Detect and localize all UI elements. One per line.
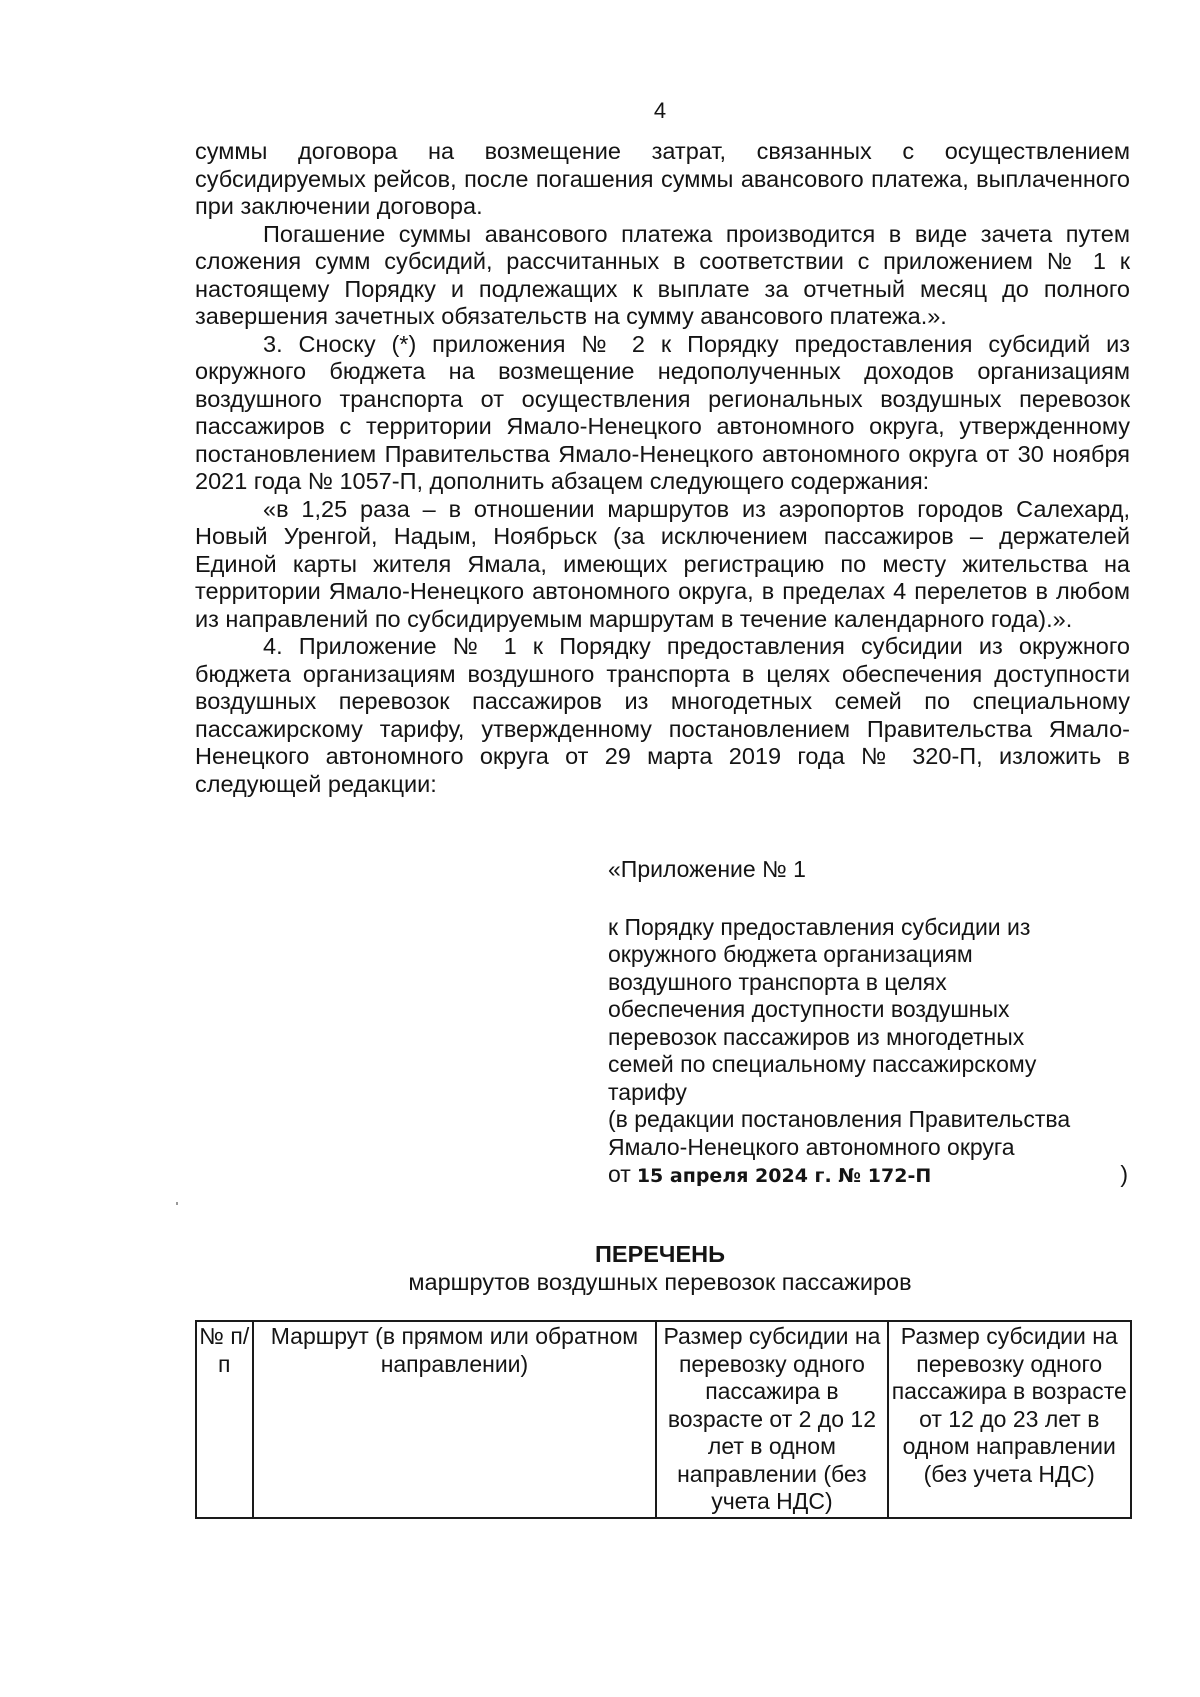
resolution-date-number: 15 апреля 2024 г. № 172-П — [636, 1165, 932, 1187]
paragraph-item-4: 4. Приложение № 1 к Порядку предоставления субсидии из окружного бюджета организациям воздушного транспорта в целях обеспечения доступности воздушных перевозок пассажиров из многодетных семей по специальному пассажирскому тарифу, утвержденному постановлением Правительства Ямало-Ненецкого автономного округа от 29 марта 2019 года № 320-П, изложить в следующей редакции: — [195, 633, 1130, 797]
appendix-line: Ямало-Ненецкого автономного округа — [608, 1133, 1015, 1160]
appendix-line: перевозок пассажиров из многодетных — [608, 1023, 1025, 1050]
list-heading: ПЕРЕЧЕНЬ — [595, 1241, 725, 1267]
page-number: 4 — [653, 98, 667, 123]
closing-paren: ) — [1120, 1161, 1128, 1187]
date-prefix: от — [608, 1161, 631, 1187]
appendix-line: к Порядку предоставления субсидии из — [608, 913, 1031, 940]
header-cell-subsidy-12-23: Размер субсидии на перевозку одного пассажира в возрасте от 12 до 23 лет в одном направлении (без учета НДС) — [888, 1321, 1132, 1518]
appendix-date-line — [608, 1161, 1128, 1191]
list-title-block — [0, 1240, 1200, 1296]
list-subheading: маршрутов воздушных перевозок пассажиров — [408, 1269, 912, 1295]
header-cell-route: Маршрут (в прямом или обратном направлении) — [253, 1321, 657, 1518]
appendix-line: окружного бюджета организациям — [608, 941, 973, 967]
header-cell-subsidy-2-12: Размер субсидии на перевозку одного пассажира в возрасте от 2 до 12 лет в одном направлении (без учета НДС) — [656, 1321, 887, 1518]
scan-speck — [176, 1202, 178, 1205]
appendix-header-block — [608, 856, 1128, 1191]
table-header-row — [196, 1321, 1131, 1518]
paragraph-quoted-amendment: «в 1,25 раза – в отношении маршрутов из аэропортов городов Салехард, Новый Уренгой, Надым, Ноябрьск (за исключением пассажиров – держателей Единой карты жителя Ямала, имеющих регистрацию по месту жительства на территории Ямало-Ненецкого автономного округа, в пределах 4 перелетов в любом из направлений по субсидируемым маршрутам в течение календарного года).». — [195, 495, 1130, 632]
header-cell-number: № п/п — [196, 1321, 253, 1518]
appendix-line: семей по специальному пассажирскому — [608, 1051, 1037, 1077]
appendix-line: тарифу — [608, 1078, 687, 1105]
appendix-line: (в редакции постановления Правительства — [608, 1106, 1071, 1132]
document-body — [195, 138, 1130, 798]
paragraph-item-3: 3. Сноску (*) приложения № 2 к Порядку предоставления субсидий из окружного бюджета на возмещение недополученных доходов организациям воздушного транспорта от осуществления региональных воздушных перевозок пассажиров с территории Ямало-Ненецкого автономного округа, утвержденному постановлением Правительства Ямало-Ненецкого автономного округа от 30 ноября 2021 года № 1057-П, дополнить абзацем следующего содержания: — [195, 330, 1130, 494]
paragraph-advance-offset: Погашение суммы авансового платежа производится в виде зачета путем сложения сумм субсидий, рассчитанных в соответствии с приложением № 1 к настоящему Порядку и подлежащих к выплате за отчетный месяц до полного завершения зачетных обязательств на сумму авансового платежа.». — [195, 220, 1130, 329]
paragraph-continuation: суммы договора на возмещение затрат, связанных с осуществлением субсидируемых рейсов, после погашения суммы авансового платежа, выплаченного при заключении договора. — [195, 138, 1130, 219]
routes-table — [195, 1320, 1132, 1519]
appendix-line: воздушного транспорта в целях — [608, 968, 947, 995]
appendix-line: обеспечения доступности воздушных — [608, 996, 1010, 1022]
appendix-title: «Приложение № 1 — [608, 856, 806, 882]
